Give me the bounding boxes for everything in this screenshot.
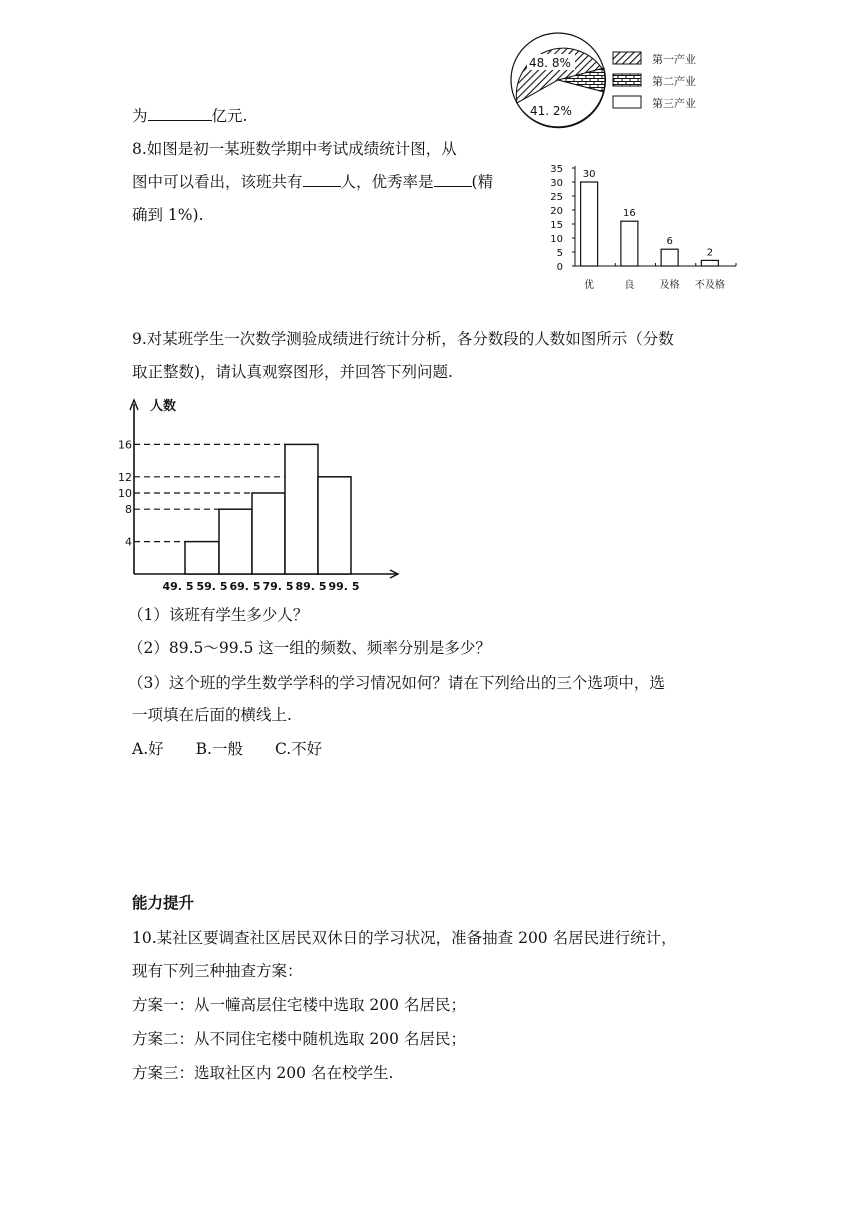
q9-option-b: B.一般 [195, 740, 243, 758]
histogram-bar [318, 477, 351, 574]
histogram-bar [285, 444, 318, 574]
x-category-label: 及格 [659, 280, 680, 291]
q9-sub-3b: 一项填在后面的横线上. [132, 706, 292, 724]
y-tick-label: 4 [125, 535, 132, 549]
y-tick-label: 15 [550, 220, 563, 231]
y-tick-label: 25 [550, 192, 563, 203]
pie-chart [500, 30, 740, 140]
bar-value-label: 16 [623, 208, 636, 220]
x-tick-label: 99. 5 [328, 580, 360, 593]
q10-plan-3: 方案三：选取社区内 200 名在校学生. [132, 1064, 394, 1082]
bar [581, 182, 598, 266]
x-category-label: 良 [624, 280, 635, 291]
y-tick-label: 10 [550, 234, 563, 245]
q9-line-2: 取正整数)，请认真观察图形，并回答下列问题. [132, 363, 453, 381]
legend-label-primary: 第一产业 [652, 53, 696, 66]
y-tick-label: 12 [118, 470, 132, 484]
y-tick-label: 5 [556, 248, 563, 259]
pie-label-primary: 48. 8% [529, 56, 571, 70]
q9-sub-3a: （3）这个班的学生数学学科的学习情况如何？请在下列给出的三个选项中，选 [128, 674, 665, 692]
q9-sub-2: （2）89.5～99.5 这一组的频数、频率分别是多少？ [128, 639, 491, 657]
y-tick-label: 35 [550, 164, 563, 175]
q9-option-c: C.不好 [274, 740, 323, 758]
x-tick-label: 89. 5 [295, 580, 327, 593]
q10-plan-2: 方案二：从不同住宅楼中随机选取 200 名居民； [132, 1030, 466, 1048]
histogram-bar [185, 542, 219, 574]
x-tick-label: 79. 5 [262, 580, 294, 593]
q7-suffix: 亿元. [211, 107, 248, 125]
y-tick-label: 30 [550, 178, 563, 189]
q8-line-2 [132, 171, 493, 193]
pie-label-tertiary: 41. 2% [530, 104, 572, 118]
score-histogram [118, 390, 418, 600]
q7-answer-line [132, 105, 247, 127]
legend-swatch-primary [613, 52, 641, 64]
legend-label-tertiary: 第三产业 [652, 97, 696, 110]
q8-text-b: 人，优秀率是 [340, 173, 434, 191]
bar-value-label: 30 [582, 169, 596, 180]
bar [621, 221, 638, 266]
q9-options [132, 738, 322, 760]
bar-value-label: 6 [666, 236, 673, 248]
q8-text-a: 图中可以看出，该班共有 [132, 173, 303, 191]
q8-line-1: 8.如图是初一某班数学期中考试成绩统计图，从 [132, 140, 457, 158]
y-tick-label: 8 [125, 503, 132, 517]
legend-swatch-secondary [613, 74, 641, 86]
x-tick-label: 49. 5 [162, 580, 194, 593]
bar-value-label: 2 [706, 247, 714, 259]
y-tick-label: 10 [118, 487, 132, 500]
q10-line-2: 现有下列三种抽查方案： [132, 962, 303, 980]
q10-line-1: 10.某社区要调查社区居民双休日的学习状况，准备抽查 200 名居民进行统计， [132, 929, 677, 947]
legend-label-secondary: 第二产业 [652, 75, 696, 88]
grade-bar-chart [540, 158, 740, 298]
y-tick-label: 0 [556, 262, 563, 273]
x-tick-label: 69. 5 [229, 580, 261, 593]
q8-line-3: 确到 1%). [132, 206, 204, 224]
q8-blank-rate [434, 171, 472, 187]
bar [701, 260, 718, 266]
q9-line-1: 9.对某班学生一次数学测验成绩进行统计分析，各分数段的人数如图所示（分数 [132, 330, 674, 348]
q9-option-a: A.好 [132, 740, 164, 758]
y-tick-label: 20 [550, 206, 563, 217]
q7-blank [148, 105, 212, 121]
histogram-bar [252, 493, 285, 574]
y-tick-label: 16 [118, 438, 132, 452]
q10-plan-1: 方案一：从一幢高层住宅楼中选取 200 名居民； [132, 996, 466, 1014]
q8-blank-count [303, 171, 341, 187]
x-category-label: 优 [584, 280, 595, 291]
y-axis-label: 人数 [150, 399, 177, 414]
q7-prefix: 为 [132, 107, 148, 125]
bar [661, 249, 678, 266]
x-category-label: 不及格 [694, 280, 725, 291]
legend-swatch-tertiary [613, 96, 641, 108]
section-title: 能力提升 [132, 894, 195, 912]
q9-sub-1: （1）该班有学生多少人？ [128, 606, 309, 624]
histogram-bar [219, 509, 252, 574]
x-tick-label: 59. 5 [196, 580, 228, 593]
q8-text-c: (精 [471, 173, 494, 191]
